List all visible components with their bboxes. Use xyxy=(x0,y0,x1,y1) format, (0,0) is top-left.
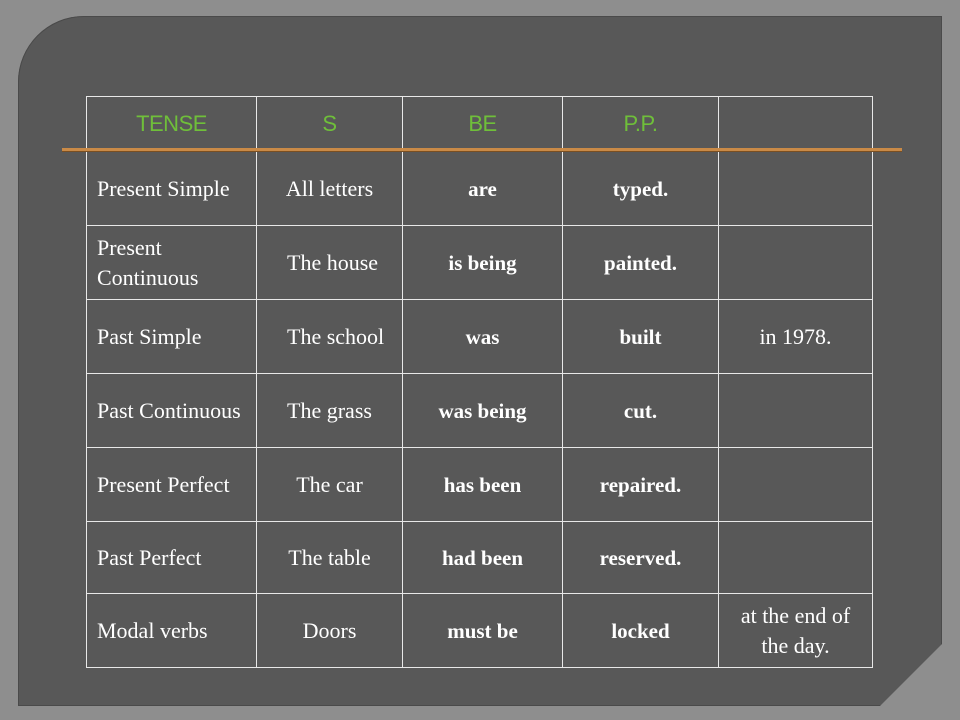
be-cell: had been xyxy=(403,522,563,594)
table-row xyxy=(87,522,873,594)
pp-cell: locked xyxy=(563,594,719,668)
extra-cell xyxy=(719,226,873,300)
table-row xyxy=(87,152,873,226)
tense-cell: Present Continuous xyxy=(87,226,257,300)
be-cell: has been xyxy=(403,448,563,522)
table-header-row xyxy=(87,97,873,152)
pp-cell: painted. xyxy=(563,226,719,300)
tense-cell: Past Continuous xyxy=(87,374,257,448)
passive-voice-table xyxy=(86,96,873,668)
header-subject: S xyxy=(257,97,403,152)
pp-cell: cut. xyxy=(563,374,719,448)
pp-cell: built xyxy=(563,300,719,374)
pp-cell: repaired. xyxy=(563,448,719,522)
be-cell: is being xyxy=(403,226,563,300)
subject-cell: The school xyxy=(257,300,403,374)
subject-cell: The table xyxy=(257,522,403,594)
decorative-rule xyxy=(62,148,902,152)
table-row xyxy=(87,374,873,448)
extra-cell xyxy=(719,448,873,522)
subject-cell: The grass xyxy=(257,374,403,448)
table-row xyxy=(87,300,873,374)
table-row xyxy=(87,226,873,300)
table-row xyxy=(87,448,873,522)
tense-cell: Present Perfect xyxy=(87,448,257,522)
table-row xyxy=(87,594,873,668)
header-extra xyxy=(719,97,873,152)
tense-cell: Modal verbs xyxy=(87,594,257,668)
subject-cell: All letters xyxy=(257,152,403,226)
extra-cell: at the end of the day. xyxy=(719,594,873,668)
be-cell: was being xyxy=(403,374,563,448)
pp-cell: reserved. xyxy=(563,522,719,594)
be-cell: are xyxy=(403,152,563,226)
header-be: BE xyxy=(403,97,563,152)
tense-cell: Present Simple xyxy=(87,152,257,226)
be-cell: must be xyxy=(403,594,563,668)
pp-cell: typed. xyxy=(563,152,719,226)
extra-cell xyxy=(719,152,873,226)
header-past-participle: P.P. xyxy=(563,97,719,152)
tense-cell: Past Simple xyxy=(87,300,257,374)
slide-corner-cut xyxy=(880,644,942,706)
be-cell: was xyxy=(403,300,563,374)
extra-cell: in 1978. xyxy=(719,300,873,374)
extra-cell xyxy=(719,522,873,594)
subject-cell: The car xyxy=(257,448,403,522)
header-tense: TENSE xyxy=(87,97,257,152)
tense-cell: Past Perfect xyxy=(87,522,257,594)
subject-cell: The house xyxy=(257,226,403,300)
extra-cell xyxy=(719,374,873,448)
subject-cell: Doors xyxy=(257,594,403,668)
